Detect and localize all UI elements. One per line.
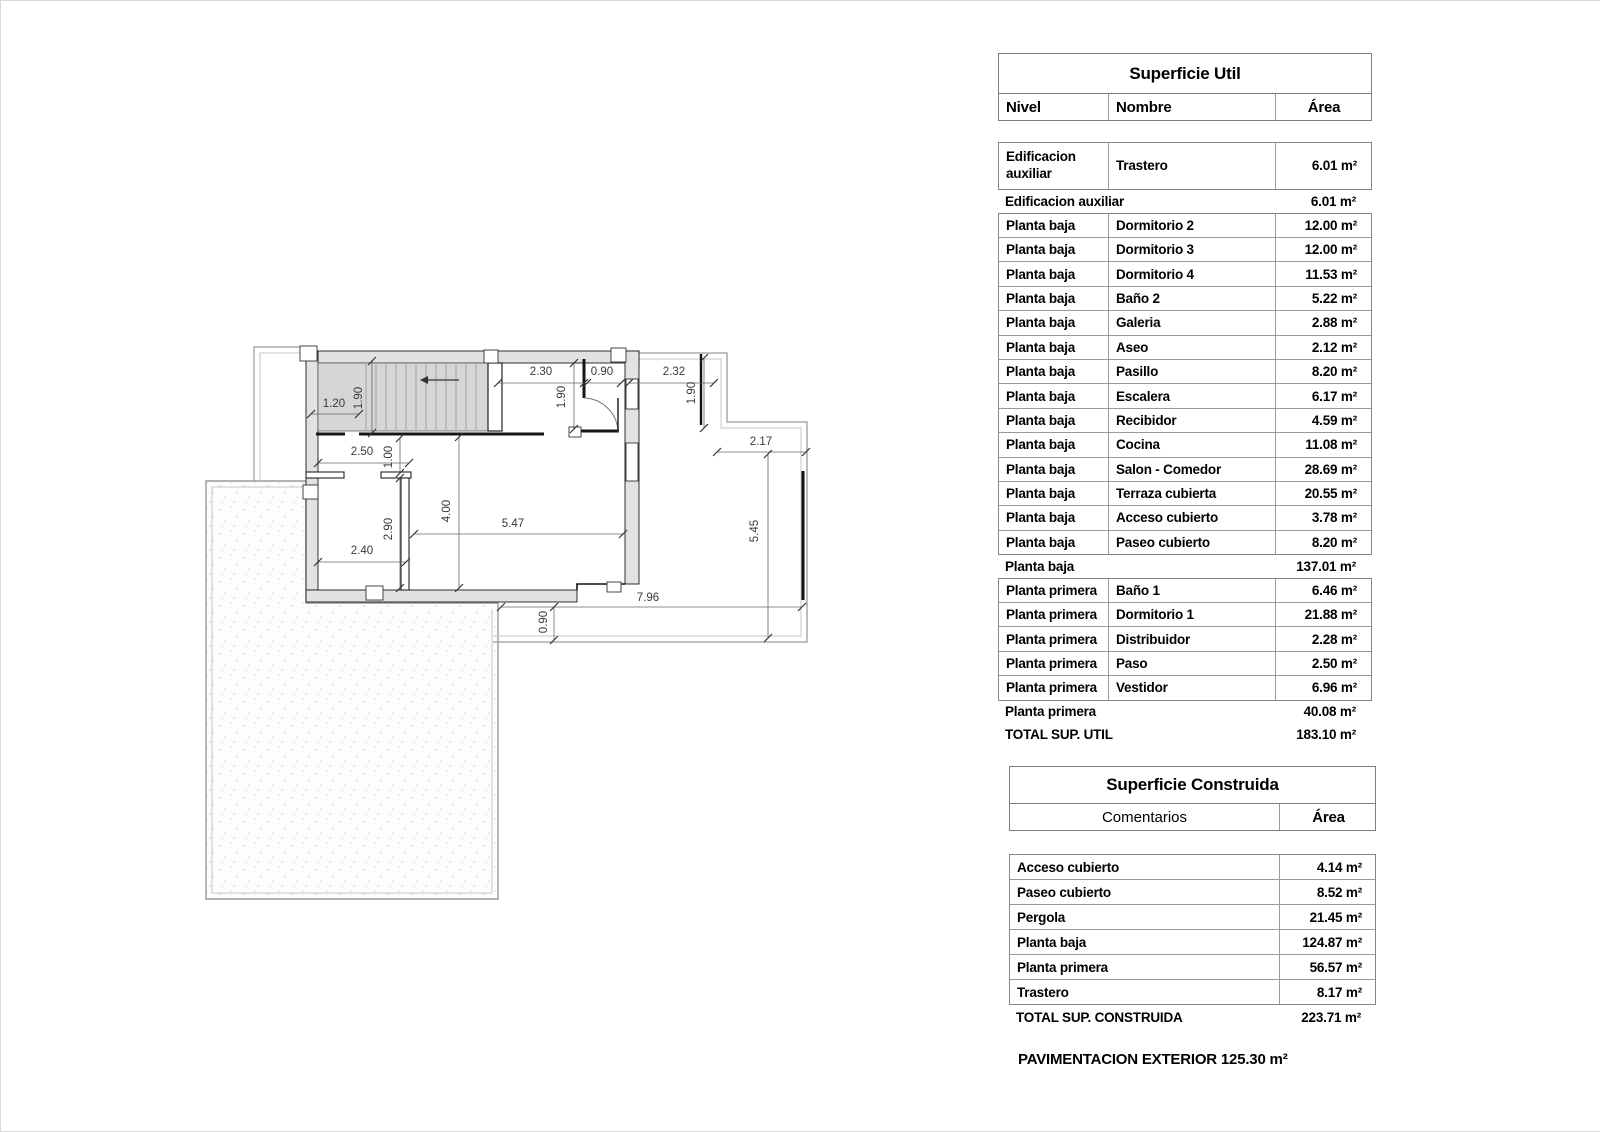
- cell-area: 2.88 m²: [1275, 311, 1372, 334]
- cell-comentario: Pergola: [1017, 909, 1066, 925]
- cell-area: 21.88 m²: [1275, 603, 1372, 626]
- cell-nombre: Vestidor: [1108, 676, 1275, 699]
- util-table-body: [998, 142, 1372, 747]
- table-row: [999, 384, 1371, 408]
- wall-top: [306, 351, 639, 363]
- cell-nivel: Planta baja: [1006, 461, 1076, 477]
- table-row: [1010, 930, 1375, 955]
- table-row: [999, 603, 1371, 627]
- cell-area: 56.57 m²: [1279, 955, 1377, 979]
- table-row: [999, 531, 1371, 554]
- dim-label: 1.20: [322, 398, 346, 410]
- cell-nombre: Paseo cubierto: [1108, 531, 1275, 554]
- total-area: 223.71 m²: [1301, 1009, 1361, 1025]
- cell-nombre: Pasillo: [1108, 360, 1275, 383]
- cell-nivel: Planta baja: [1006, 486, 1076, 502]
- util-group: [998, 578, 1372, 701]
- table-row: [999, 627, 1371, 651]
- cell-area: 12.00 m²: [1275, 214, 1372, 237]
- total-area: 183.10 m²: [1296, 727, 1356, 743]
- dim-label: 1.90: [686, 381, 698, 405]
- cell-area: 4.59 m²: [1275, 409, 1372, 432]
- column: [303, 485, 318, 499]
- util-table-title: Superficie Util: [998, 53, 1372, 94]
- column: [300, 346, 317, 361]
- col-header-comentarios: Comentarios: [1101, 808, 1188, 826]
- cell-area: 124.87 m²: [1279, 930, 1377, 954]
- cell-area: 3.78 m²: [1275, 506, 1372, 529]
- cell-nombre: Trastero: [1108, 143, 1275, 189]
- table-row: [999, 676, 1371, 699]
- construida-table-body: [1009, 854, 1376, 1029]
- cell-area: 12.00 m²: [1275, 238, 1372, 261]
- table-row: [1010, 955, 1375, 980]
- construida-table-header: [1009, 804, 1376, 831]
- summary-row: [998, 190, 1372, 213]
- dim-label: 2.50: [350, 446, 374, 458]
- partition-vertical: [401, 478, 409, 590]
- superficie-util-table: [998, 53, 1372, 747]
- cell-nivel: Planta baja: [1006, 364, 1076, 380]
- cell-area: 4.14 m²: [1279, 855, 1377, 879]
- table-row: [999, 506, 1371, 530]
- cell-area: 20.55 m²: [1275, 482, 1372, 505]
- util-group: [998, 213, 1372, 555]
- superficie-construida-table: [1009, 766, 1376, 1029]
- table-row: [1010, 880, 1375, 905]
- cell-nombre: Dormitorio 2: [1108, 214, 1275, 237]
- cell-nombre: Salon - Comedor: [1108, 458, 1275, 481]
- cell-nombre: Dormitorio 3: [1108, 238, 1275, 261]
- dim-label: 4.00: [441, 499, 453, 523]
- cell-nombre: Aseo: [1108, 336, 1275, 359]
- cell-comentario: Acceso cubierto: [1017, 859, 1120, 875]
- dim-label: 1.90: [556, 385, 568, 409]
- table-row: [999, 458, 1371, 482]
- summary-area: 137.01 m²: [1296, 558, 1356, 574]
- cell-area: 2.28 m²: [1275, 627, 1372, 650]
- dim-label: 1.90: [353, 386, 365, 410]
- exterior-paving-note: PAVIMENTACION EXTERIOR 125.30 m²: [1018, 1051, 1288, 1068]
- construida-table-title: Superficie Construida: [1009, 766, 1376, 804]
- cell-nombre: Acceso cubierto: [1108, 506, 1275, 529]
- column: [484, 350, 498, 363]
- cell-nombre: Cocina: [1108, 433, 1275, 456]
- summary-area: 6.01 m²: [1310, 193, 1356, 209]
- cell-area: 6.96 m²: [1275, 676, 1372, 699]
- table-row: [999, 311, 1371, 335]
- cell-area: 6.46 m²: [1275, 579, 1372, 602]
- cell-area: 8.20 m²: [1275, 360, 1372, 383]
- cell-nivel: Planta baja: [1006, 339, 1076, 355]
- cell-comentario: Paseo cubierto: [1017, 884, 1111, 900]
- table-row: [999, 287, 1371, 311]
- cell-area: 6.17 m²: [1275, 384, 1372, 407]
- cell-nivel: Planta baja: [1006, 437, 1076, 453]
- dim-label: 2.90: [383, 517, 395, 541]
- cell-comentario: Planta primera: [1017, 959, 1108, 975]
- cell-nivel: Planta primera: [1006, 607, 1097, 623]
- cell-nivel: Planta baja: [1006, 510, 1076, 526]
- table-row: [999, 214, 1371, 238]
- cell-area: 8.20 m²: [1275, 531, 1372, 554]
- construida-group: [1009, 854, 1376, 1005]
- column: [607, 582, 621, 592]
- cell-area: 2.50 m²: [1275, 652, 1372, 675]
- dim-label: 7.96: [636, 592, 660, 604]
- column: [611, 348, 626, 362]
- col-header-nombre: Nombre: [1108, 94, 1275, 120]
- column: [366, 586, 383, 600]
- col-header-area: Área: [1275, 94, 1372, 120]
- summary-label: Planta primera: [1005, 704, 1096, 720]
- total-row: [998, 723, 1372, 746]
- col-header-area2: Área: [1279, 804, 1377, 830]
- cell-nivel: Planta baja: [1006, 242, 1076, 258]
- cell-area: 8.52 m²: [1279, 880, 1377, 904]
- util-group: [998, 142, 1372, 190]
- dim-label: 2.17: [749, 436, 773, 448]
- cell-nombre: Dormitorio 1: [1108, 603, 1275, 626]
- dim-label: 5.47: [501, 518, 525, 530]
- dim-label: 2.32: [662, 366, 686, 378]
- dim-label: 2.40: [350, 545, 374, 557]
- dim-label: 2.30: [529, 366, 553, 378]
- table-row: [1010, 980, 1375, 1004]
- cell-area: 2.12 m²: [1275, 336, 1372, 359]
- stair-well: [488, 363, 502, 431]
- table-row: [999, 238, 1371, 262]
- table-row: [999, 143, 1371, 189]
- cell-area: 6.01 m²: [1275, 143, 1372, 189]
- door: [584, 398, 618, 432]
- table-row: [999, 433, 1371, 457]
- table-row: [999, 579, 1371, 603]
- table-row: [999, 360, 1371, 384]
- cell-nivel: Planta baja: [1006, 388, 1076, 404]
- cell-nivel: Planta baja: [1006, 412, 1076, 428]
- dim-label: 1.00: [383, 445, 395, 469]
- cell-nivel: Planta baja: [1006, 534, 1076, 550]
- total-row: [1009, 1005, 1376, 1029]
- summary-row: [998, 701, 1372, 724]
- summary-label: Planta baja: [1005, 558, 1075, 574]
- dim-label: 5.45: [749, 519, 761, 543]
- cell-area: 11.08 m²: [1275, 433, 1372, 456]
- cell-nivel: Planta baja: [1006, 266, 1076, 282]
- cell-nombre: Recibidor: [1108, 409, 1275, 432]
- table-row: [1010, 905, 1375, 930]
- cell-nombre: Baño 1: [1108, 579, 1275, 602]
- cell-area: 5.22 m²: [1275, 287, 1372, 310]
- interior-partitions: [306, 472, 411, 590]
- summary-row: [998, 555, 1372, 578]
- exterior-terrace: [206, 481, 498, 899]
- cell-nombre: Escalera: [1108, 384, 1275, 407]
- table-row: [999, 336, 1371, 360]
- cell-nombre: Distribuidor: [1108, 627, 1275, 650]
- cell-nombre: Dormitorio 4: [1108, 262, 1275, 285]
- cell-nivel: Planta primera: [1006, 582, 1097, 598]
- cell-area: 11.53 m²: [1275, 262, 1372, 285]
- cell-nivel: Planta baja: [1006, 290, 1076, 306]
- cell-nivel: Planta baja: [1006, 217, 1076, 233]
- table-row: [999, 262, 1371, 286]
- table-row: [1010, 855, 1375, 880]
- staircase: [318, 363, 502, 431]
- cell-nivel: Planta primera: [1006, 656, 1097, 672]
- util-table-header: [998, 94, 1372, 121]
- table-row: [999, 652, 1371, 676]
- table-row: [999, 482, 1371, 506]
- cell-nivel: Planta primera: [1006, 680, 1097, 696]
- summary-area: 40.08 m²: [1303, 704, 1356, 720]
- wall-bottom: [306, 590, 577, 602]
- cell-nombre: Terraza cubierta: [1108, 482, 1275, 505]
- cell-nombre: Baño 2: [1108, 287, 1275, 310]
- cell-area: 21.45 m²: [1279, 905, 1377, 929]
- cell-nombre: Galeria: [1108, 311, 1275, 334]
- col-header-nivel: Nivel: [1006, 98, 1041, 116]
- window: [626, 443, 638, 481]
- cell-comentario: Planta baja: [1017, 934, 1087, 950]
- dim-label: 0.90: [538, 610, 550, 634]
- cell-comentario: Trastero: [1017, 984, 1069, 1000]
- cell-area: 8.17 m²: [1279, 980, 1377, 1004]
- summary-label: Edificacion auxiliar: [1005, 193, 1125, 209]
- cell-nivel: Planta primera: [1006, 631, 1097, 647]
- cell-nombre: Paso: [1108, 652, 1275, 675]
- total-label: TOTAL SUP. UTIL: [1005, 727, 1113, 743]
- cell-nivel: Planta baja: [1006, 315, 1076, 331]
- table-row: [999, 409, 1371, 433]
- dim-label: 0.90: [590, 366, 614, 378]
- cell-nivel: Edificacion auxiliar: [1006, 149, 1076, 181]
- left-access-strip: [254, 347, 304, 481]
- cell-area: 28.69 m²: [1275, 458, 1372, 481]
- wall-left: [306, 351, 318, 590]
- total-label: TOTAL SUP. CONSTRUIDA: [1016, 1009, 1183, 1025]
